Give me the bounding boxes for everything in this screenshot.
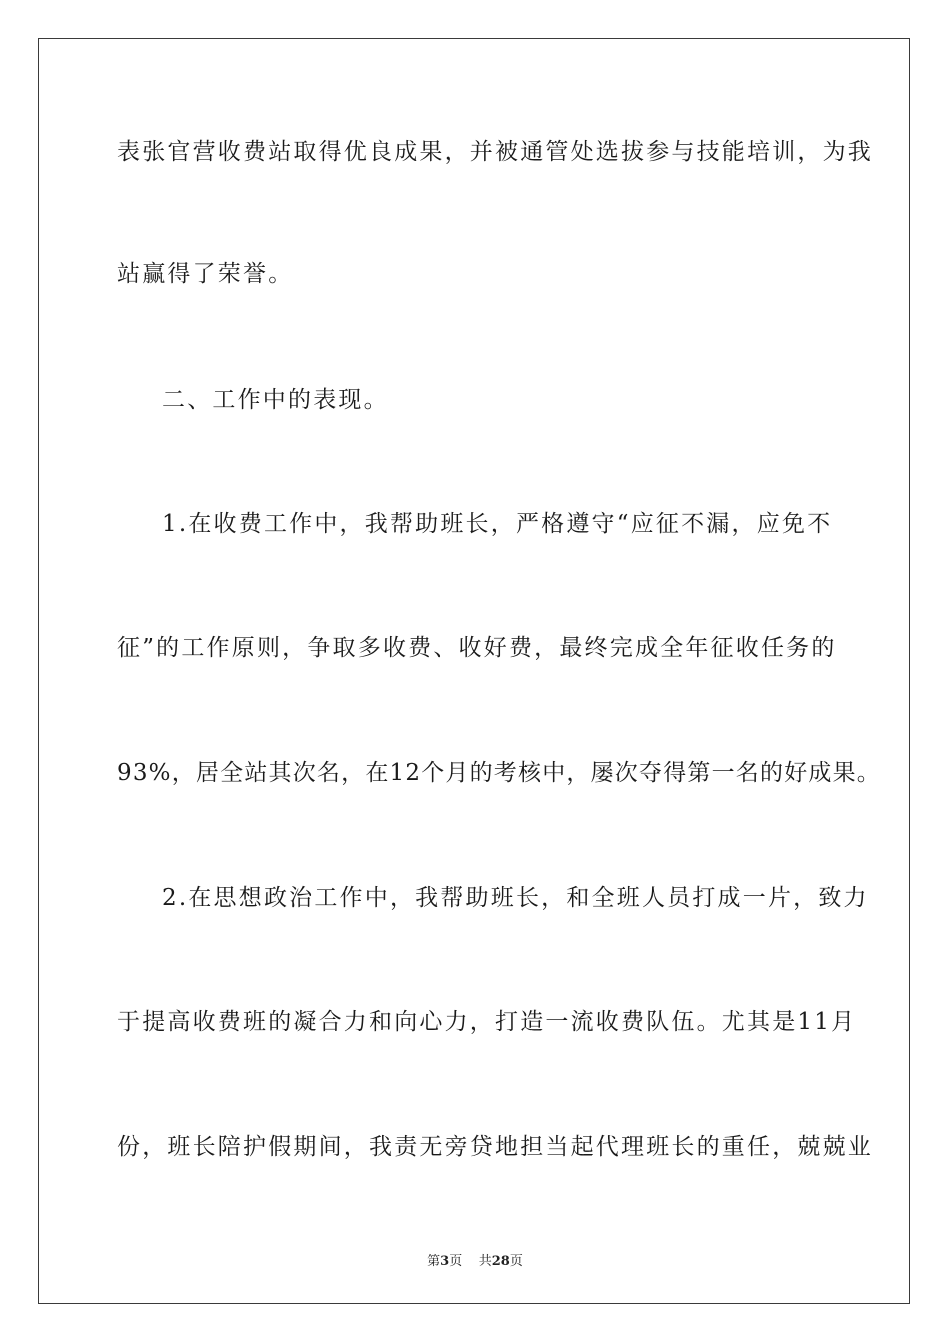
body-line-item-1-cont-1: 征”的工作原则，争取多收费、收好费，最终完成全年征收任务的 bbox=[117, 635, 837, 661]
body-line-item-2-start: 2.在思想政治工作中，我帮助班长，和全班人员打成一片，致力 bbox=[162, 885, 869, 911]
footer-total-prefix: 共 bbox=[478, 1254, 492, 1269]
page-footer bbox=[0, 1250, 950, 1269]
body-line-item-1-start: 1.在收费工作中，我帮助班长，严格遵守“应征不漏，应免不 bbox=[162, 511, 833, 537]
footer-page-number: 3 bbox=[440, 1254, 450, 1269]
page-border bbox=[38, 38, 910, 1304]
body-line-1: 表张官营收费站取得优良成果，并被通管处选拔参与技能培训，为我 bbox=[117, 139, 873, 165]
footer-page-prefix: 第 bbox=[427, 1254, 441, 1269]
footer-total-suffix: 页 bbox=[509, 1254, 523, 1269]
body-line-item-1-cont-2: 93%，居全站其次名，在12个月的考核中，屡次夺得第一名的好成果。 bbox=[117, 760, 881, 786]
footer-total-pages: 28 bbox=[491, 1254, 510, 1269]
body-line-item-2-cont-1: 于提高收费班的凝合力和向心力，打造一流收费队伍。尤其是11月 bbox=[117, 1009, 857, 1035]
section-heading-2: 二、工作中的表现。 bbox=[162, 387, 389, 413]
footer-page-suffix: 页 bbox=[449, 1254, 463, 1269]
body-line-2: 站赢得了荣誉。 bbox=[117, 261, 294, 287]
body-line-item-2-cont-2: 份，班长陪护假期间，我责无旁贷地担当起代理班长的重任，兢兢业 bbox=[117, 1134, 873, 1160]
